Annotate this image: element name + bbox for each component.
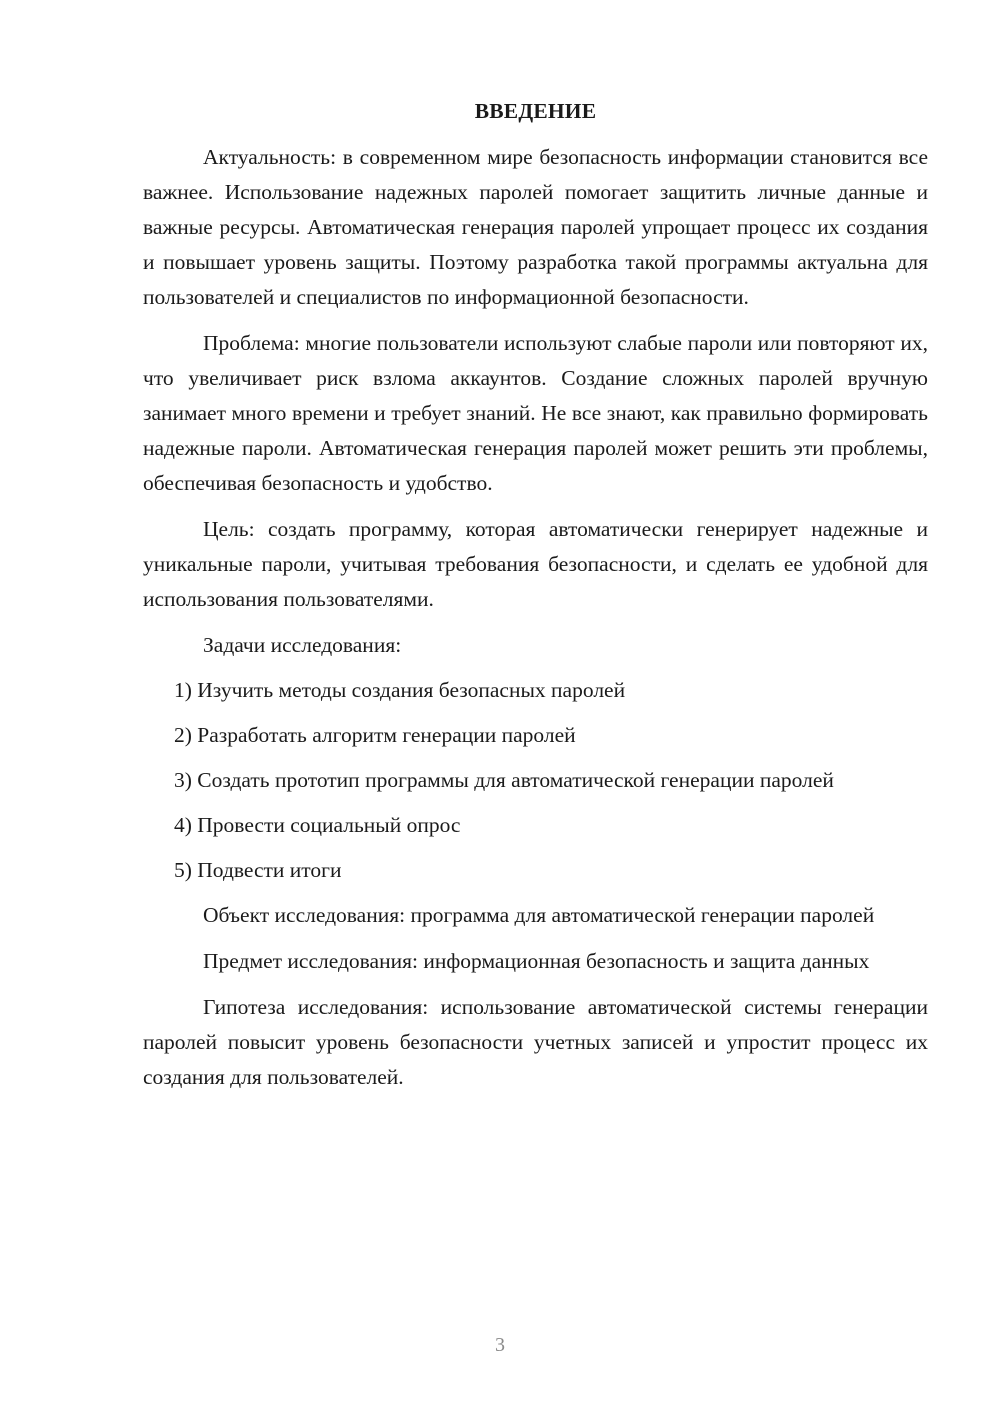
paragraph-tasks-heading: Задачи исследования:	[203, 633, 402, 657]
document-page	[143, 96, 928, 1106]
list-item: 4) Провести социальный опрос	[174, 813, 461, 837]
paragraph-subject: Предмет исследования: информационная безопасность и защита данных	[203, 949, 870, 973]
list-item: 3) Создать прототип программы для автоматической генерации паролей	[174, 768, 834, 792]
paragraph-relevance: Актуальность: в современном мире безопасность информации становится все важнее. Использование надежных паролей помогает защитить личные данные и важные ресурсы. Автоматическая генерация паролей упрощает процесс их создания и повышает уровень защиты. Поэтому разработка такой программы актуальна для пользователей и специалистов по информационной безопасности.	[143, 145, 928, 309]
paragraph-goal: Цель: создать программу, которая автоматически генерирует надежные и уникальные пароли, учитывая требования безопасности, и сделать ее удобной для использования пользователями.	[143, 517, 928, 611]
paragraph-object: Объект исследования: программа для автоматической генерации паролей	[203, 903, 875, 927]
task-list	[143, 673, 928, 888]
list-item: 5) Подвести итоги	[174, 858, 342, 882]
paragraph-problem: Проблема: многие пользователи используют слабые пароли или повторяют их, что увеличивает риск взлома аккаунтов. Создание сложных паролей вручную занимает много времени и требует знаний. Не все знают, как правильно формировать надежные пароли. Автоматическая генерация паролей может решить эти проблемы, обеспечивая безопасность и удобство.	[143, 331, 928, 495]
paragraph-hypothesis: Гипотеза исследования: использование автоматической системы генерации паролей повысит уровень безопасности учетных записей и упростит процесс их создания для пользователей.	[143, 995, 928, 1089]
list-item: 1) Изучить методы создания безопасных паролей	[174, 678, 626, 702]
page-title: ВВЕДЕНИЕ	[474, 99, 597, 123]
list-item: 2) Разработать алгоритм генерации паролей	[174, 723, 576, 747]
page-number: 3	[495, 1334, 505, 1356]
